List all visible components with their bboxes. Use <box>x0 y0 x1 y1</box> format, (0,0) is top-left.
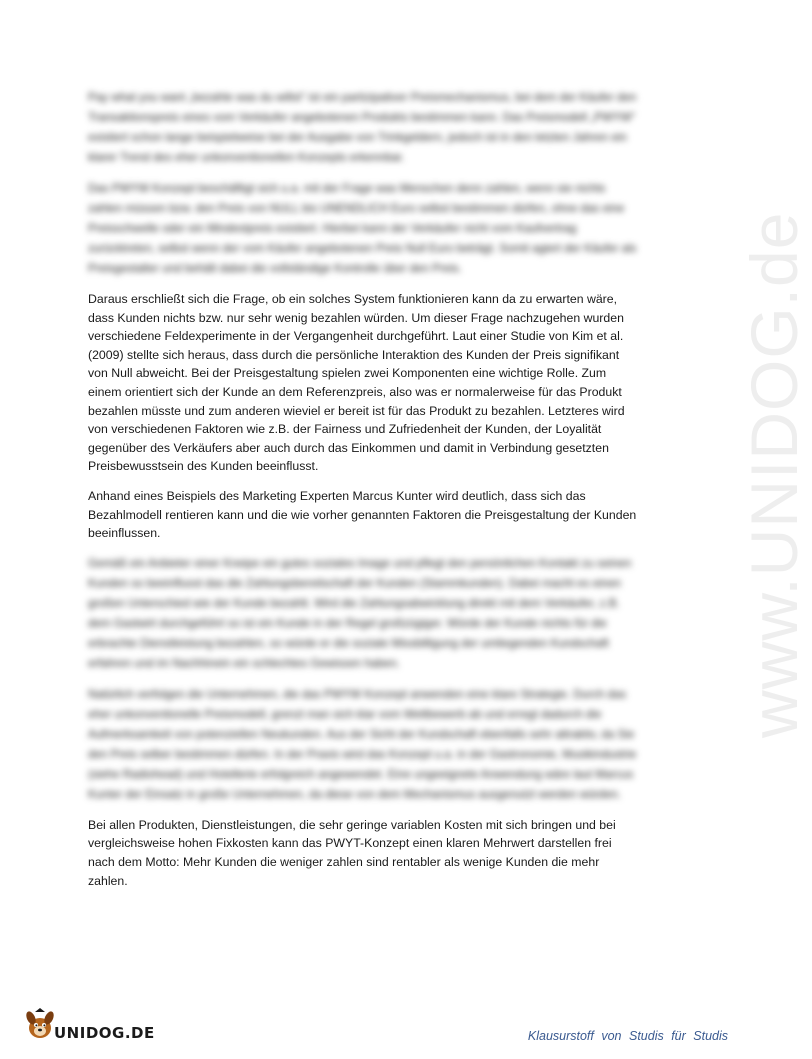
blurred-paragraph: Das PWYW Konzept beschäftigt sich u.a. mit der Frage was Menschen denn zahlen, wenn sie nichts zahlen müssen bzw. den Preis von NULL bis UNENDLICH Euro selbst bestimmen dürfen, ohne das eine Preisschwelle oder ein Mindestpreis existiert. Hierbei kann der Verkäufer nicht vom Kaufvertrag zurücktreten, selbst wenn der vom Käufer angebotenen Preis Null Euro beträgt. Somit agiert der Käufer als Preisgestalter und behält dabei die vollständige Kontrolle über den Preis. <box>88 182 637 275</box>
logo-text: UNIDOG.DE <box>54 1024 155 1042</box>
footer-tagline: Klausurstoff von Studis für Studis <box>527 1029 728 1043</box>
watermark-text: www.UNIDOG.de <box>737 211 811 738</box>
paragraph: Bei allen Produkten, Dienstleistungen, die sehr geringe variablen Kosten mit sich bringen und bei vergleichsweise hohen Fixkosten kann das PWYT-Konzept einen klaren Mehrwert darstellen frei nach dem Motto: Mehr Kunden die weniger zahlen sind rentabler als wenige Kunden die mehr zahlen. <box>88 817 616 888</box>
paragraph: Anhand eines Beispiels des Marketing Experten Marcus Kunter wird deutlich, dass sich das Bezahlmodell rentieren kann und die wie vorher genannten Faktoren die Preisgestaltung der Kunden beeinflussen. <box>88 488 637 541</box>
dog-mascot-icon <box>22 1006 58 1042</box>
blurred-paragraph: Natürlich verfolgen die Unternehmen, die das PWYW Konzept anwenden eine klare Strategie. Durch das eher unkonventionelle Preismodell, grenzt man sich klar vom Wettbewerb ab und erregt dadurch die Aufmerksamkeit von potenziellen Neukunden. Aus der Sicht der Kundschaft ebenfalls sehr attraktiv, da Sie den Preis selber bestimmen dürfen. In der Praxis wird das Konzept u.a. in der Gastronomie, Musikindustrie (siehe Radiohead) und Hotellerie erfolgreich angewendet. Eine ungeeignete Anwendung wäre laut Marcus Kunter der Einsatz in große Unternehmen, da diese von dem Mechanismus ausgenutzt werden würden. <box>88 687 637 801</box>
watermark <box>662 211 811 738</box>
paragraph: Daraus erschließt sich die Frage, ob ein solches System funktionieren kann da zu erwarten wäre, dass Kunden nichts bzw. nur sehr wenig bezahlen würden. Um dieser Frage nachzugehen wurden verschiedene Feldexperimente in der Vergangenheit durchgeführt. Laut einer Studie von Kim et al. (2009) stellte sich heraus, dass durch die persönliche Interaktion des Kunden der Preis signifikant von Null abweicht. Bei der Preisgestaltung spielen zwei Komponenten eine wichtige Rolle. Zum einem orientiert sich der Kunde an dem Referenzpreis, also was er normalerweise für das Produkt bezahlen müsste und zum anderen wieviel er bereit ist für das Produkt zu bezahlen. Letzteres wird von verschiedenen Faktoren wie z.B. der Fairness und Zufriedenheit der Kunden, der Loyalität gegenüber des Verkäufers aber auch durch das Einkommen und damit in Verbindung gesetzten Preisbewusstsein des Kunden beeinflusst. <box>88 292 625 474</box>
blurred-paragraph: Gemäß ein Anbieter einer Kneipe ein gutes soziales Image und pflegt den persönlichen Kontakt zu seinen Kunden so beeinflusst das die Zahlungsbereitschaft der Kunden (Stammkunden). Dabei macht es einen großen Unterschied wie der Kunde bezahlt. Wird die Zahlungsabwicklung direkt mit dem Verkäufer, z.B. dem Gastwirt durchgeführt so ist ein Kunde in der Regel großzügiger. Würde der Kunde nichts für die erbrachte Dienstleistung bezahlen, so würde er die soziale Missbilligung der umliegenden Kundschaft erfahren und im Nachhinein ein schlechtes Gewissen haben. <box>88 556 632 670</box>
blurred-paragraph: Pay what you want „bezahle was du willst“ ist ein partizipativer Preismechanismus, bei dem der Käufer den Transaktionspreis eines vom Verkäufer angebotenen Produkts bestimmen kann. Das Preismodell „PWYW“ existiert schon lange beispielweise bei der Ausgabe von Trinkgeldern, jedoch ist in den letzten Jahren ein klarer Trend des eher unkonventionellen Konzepts erkennbar. <box>88 91 637 164</box>
document-body <box>88 88 638 901</box>
unidog-logo[interactable] <box>22 1006 162 1046</box>
